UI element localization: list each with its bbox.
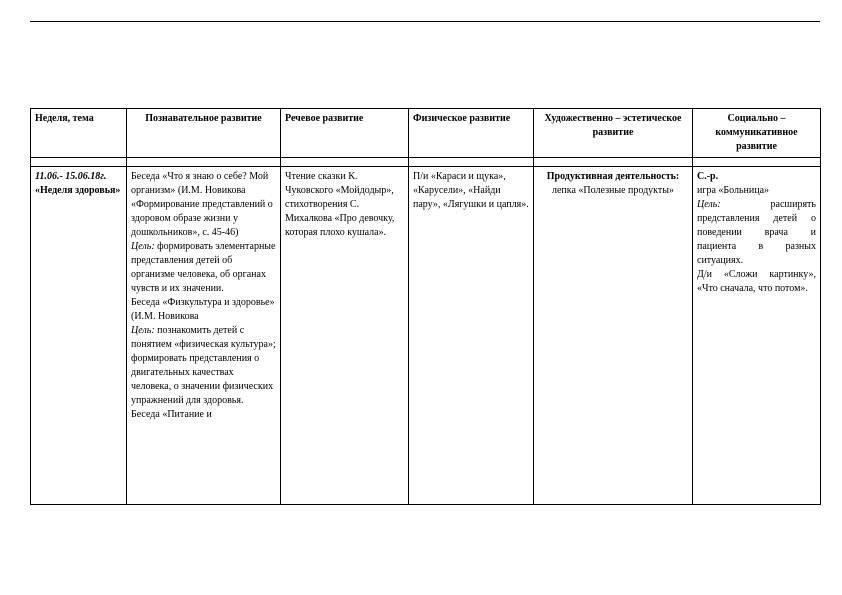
cognitive-talk-1: Беседа «Что я знаю о себе? Мой организм» (И.М. Новикова «Формирование представлений о здоровом образе жизни у дошкольников», с. 45-46) xyxy=(131,171,273,238)
header-artistic: Художественно – эстетическое развитие xyxy=(534,109,693,158)
cognitive-goal-2 xyxy=(131,324,276,408)
cognitive-talk-3: Беседа «Питание и xyxy=(131,409,212,420)
goal-label: Цель: xyxy=(131,325,155,336)
week-theme: «Неделя здоровья» xyxy=(35,185,121,196)
header-cognitive: Познавательное развитие xyxy=(127,109,281,158)
cognitive-talk-2: Беседа «Физкультура и здоровье» (И.М. Новикова xyxy=(131,297,275,322)
top-rule xyxy=(30,21,820,22)
header-row xyxy=(31,109,821,158)
speech-cell xyxy=(281,167,409,505)
social-game-2: Д/и «Сложи картинку», «Что сначала, что потом». xyxy=(697,269,816,294)
week-dates: 11.06.- 15.06.18г. xyxy=(35,171,107,182)
goal-text: познакомить детей с понятием «физическая культура»; формировать представления о двигательных качествах человека, о значении физических упражнений для здоровья. xyxy=(131,325,276,406)
spacer-row xyxy=(31,158,821,167)
social-goal xyxy=(697,198,816,268)
social-game: игра «Больница» xyxy=(697,185,770,196)
artistic-cell xyxy=(534,167,693,505)
cognitive-goal-1 xyxy=(131,240,276,296)
goal-text: формировать элементарные представления детей об организме человека, об органах чувств и их значении. xyxy=(131,241,276,294)
artistic-plain: лепка «Полезные продукты» xyxy=(552,185,674,196)
goal-label: Цель: xyxy=(131,241,155,252)
cognitive-cell xyxy=(127,167,281,505)
content-row xyxy=(31,167,821,505)
speech-text: Чтение сказки К. Чуковского «Мойдодыр», стихотворения С. Михалкова «Про девочку, которая плохо кушала». xyxy=(285,171,395,238)
header-week: Неделя, тема xyxy=(31,109,127,158)
physical-text: П/и «Караси и щука», «Карусели», «Найди пару», «Лягушки и цапля». xyxy=(413,171,529,210)
artistic-bold: Продуктивная деятельность: xyxy=(546,171,680,182)
header-social: Социально – коммуникативное развитие xyxy=(693,109,821,158)
header-speech: Речевое развитие xyxy=(281,109,409,158)
physical-cell xyxy=(409,167,534,505)
week-cell xyxy=(31,167,127,505)
social-cell xyxy=(693,167,821,505)
social-heading: С.-р. xyxy=(697,171,719,182)
header-physical: Физическое развитие xyxy=(409,109,534,158)
plan-table xyxy=(30,108,821,505)
goal-text: расширять представления детей о поведении врача и пациента в разных ситуациях. xyxy=(697,199,816,266)
goal-label: Цель: xyxy=(697,199,721,210)
artistic-text xyxy=(538,170,688,198)
